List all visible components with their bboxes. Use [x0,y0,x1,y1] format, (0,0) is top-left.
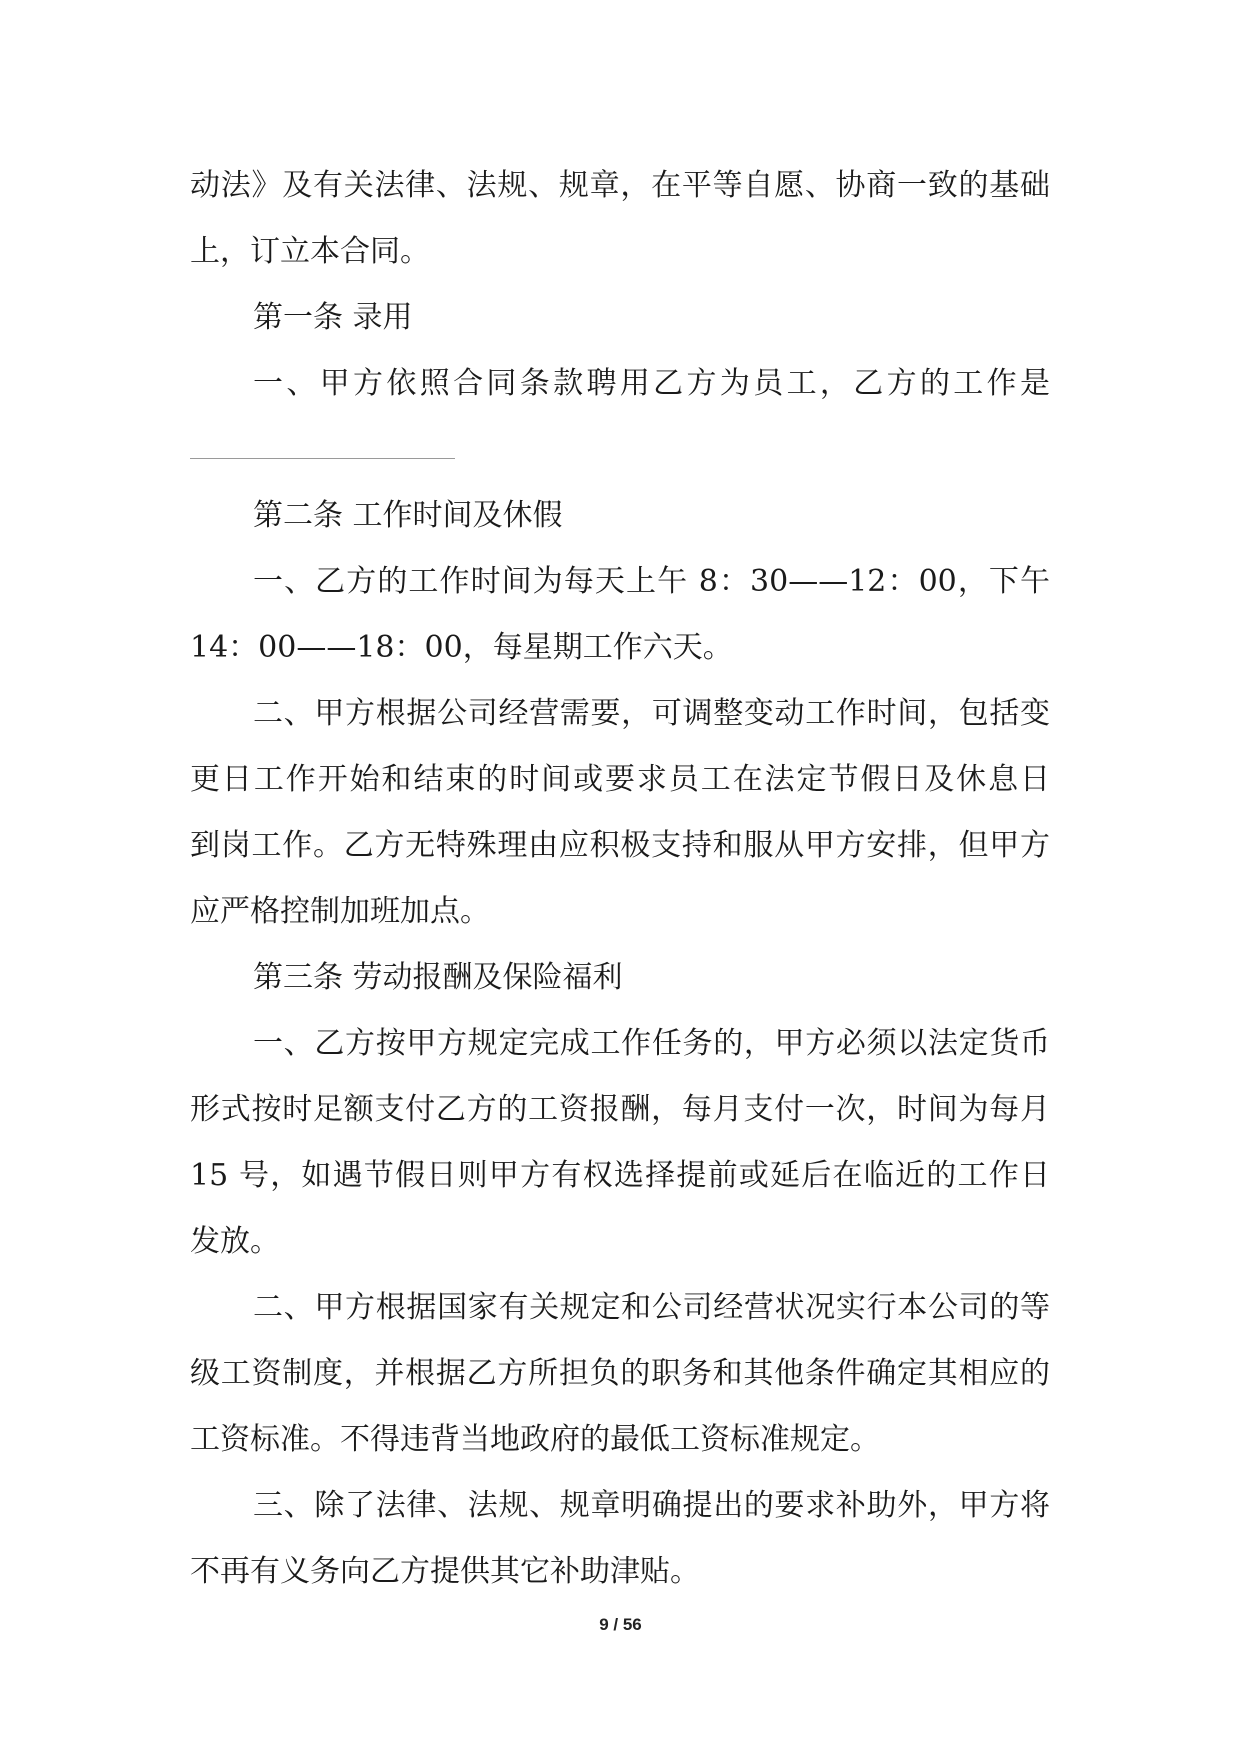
paragraph-line: 动法》及有关法律、法规、规章，在平等自愿、协商一致的基础 [190,168,1050,203]
paragraph-line: 不再有义务向乙方提供其它补助津贴。 [190,1554,700,1589]
fill-in-blank-line [190,458,455,459]
paragraph-line: 上，订立本合同。 [190,234,430,269]
paragraph-line: 级工资制度，并根据乙方所担负的职务和其他条件确定其相应的 [190,1356,1050,1391]
paragraph-line: 14：00——18：00，每星期工作六天。 [190,630,733,665]
article-heading: 第三条 劳动报酬及保险福利 [253,960,623,995]
paragraph-line: 发放。 [190,1224,280,1259]
paragraph-line: 二、甲方根据国家有关规定和公司经营状况实行本公司的等 [253,1290,1050,1325]
paragraph-line: 到岗工作。乙方无特殊理由应积极支持和服从甲方安排，但甲方 [190,828,1050,863]
paragraph-line: 一、乙方按甲方规定完成工作任务的，甲方必须以法定货币 [253,1026,1050,1061]
article-heading: 第一条 录用 [253,300,413,335]
page-number: 9 / 56 [599,1615,642,1634]
paragraph-line: 形式按时足额支付乙方的工资报酬，每月支付一次，时间为每月 [190,1092,1050,1127]
paragraph-line: 应严格控制加班加点。 [190,894,490,929]
paragraph-line: 更日工作开始和结束的时间或要求员工在法定节假日及休息日 [190,762,1050,797]
paragraph-line: 15 号，如遇节假日则甲方有权选择提前或延后在临近的工作日 [190,1158,1050,1193]
paragraph-line: 一、甲方依照合同条款聘用乙方为员工，乙方的工作是 [253,366,1050,401]
article-heading: 第二条 工作时间及休假 [253,498,563,533]
paragraph-line: 一、乙方的工作时间为每天上午 8：30——12：00，下午 [253,564,1050,599]
paragraph-line: 二、甲方根据公司经营需要，可调整变动工作时间，包括变 [253,696,1050,731]
paragraph-line: 工资标准。不得违背当地政府的最低工资标准规定。 [190,1422,880,1457]
paragraph-line: 三、除了法律、法规、规章明确提出的要求补助外，甲方将 [253,1488,1050,1523]
